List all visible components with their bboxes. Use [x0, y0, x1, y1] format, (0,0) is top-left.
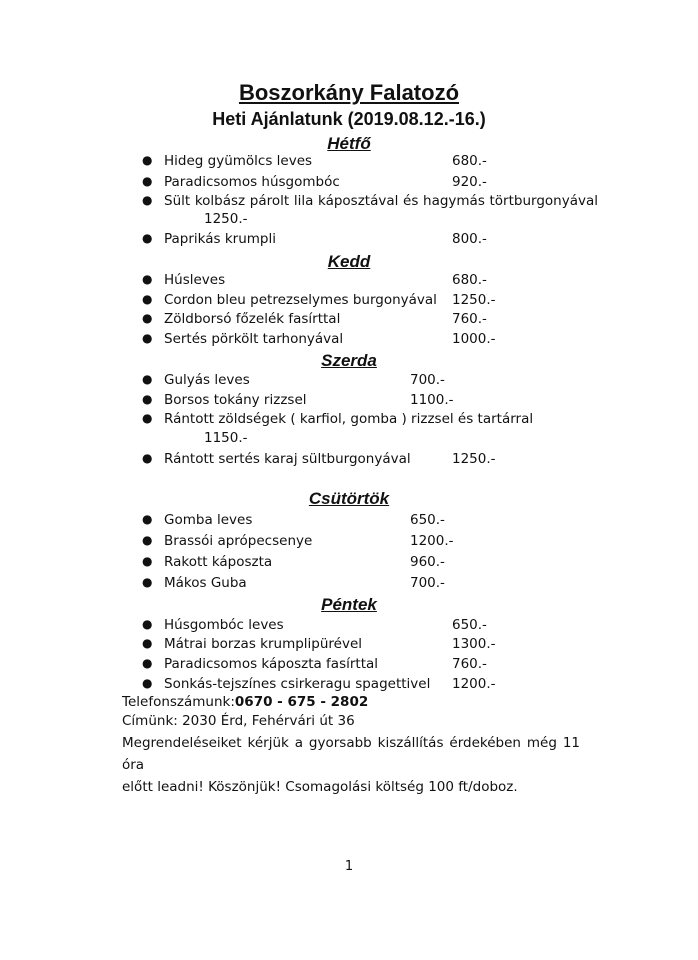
bullet-icon: ●: [142, 636, 153, 650]
menu-item-name: Brassói aprópecsenye: [164, 533, 313, 549]
menu-item: [0, 153, 698, 173]
bullet-icon: ●: [142, 676, 153, 690]
bullet-icon: ●: [142, 451, 153, 465]
menu-item: [0, 193, 698, 213]
menu-item-name: Borsos tokány rizzsel: [164, 392, 307, 408]
menu-item: [0, 411, 698, 431]
menu-item-name: Mákos Guba: [164, 575, 247, 591]
menu-item-price: 760.-: [452, 311, 487, 327]
menu-item-name: Sertés pörkölt tarhonyával: [164, 331, 344, 347]
menu-item-name: Paprikás krumpli: [164, 231, 277, 247]
day-heading-thursday: Csütörtök: [308, 489, 390, 508]
bullet-icon: ●: [142, 331, 153, 345]
menu-item-name: Paradicsomos húsgombóc: [164, 174, 340, 190]
menu-item: [0, 372, 698, 392]
bullet-icon: ●: [142, 231, 153, 245]
menu-item: [0, 676, 698, 696]
day-heading-monday: Hétfő: [327, 134, 371, 153]
menu-item: [0, 656, 698, 676]
menu-item-price: 760.-: [452, 656, 487, 672]
menu-item-price: 1100.-: [410, 392, 454, 408]
menu-item-name: Zöldborsó főzelék fasírttal: [164, 311, 341, 327]
phone-line: [122, 694, 368, 710]
order-note-line: Megrendeléseiket kérjük a gyorsabb kiszállítás érdekében még 11 óra: [122, 735, 580, 773]
order-note-line: előtt leadni! Köszönjük! Csomagolási költség 100 ft/doboz.: [122, 779, 518, 795]
menu-item-name: Húsgombóc leves: [164, 617, 284, 633]
phone-number: 0670 - 675 - 2802: [234, 694, 369, 710]
menu-item-price: 800.-: [452, 231, 487, 247]
menu-item-price: 1300.-: [452, 636, 496, 652]
menu-item: [0, 575, 698, 595]
menu-item: [0, 231, 698, 251]
bullet-icon: ●: [142, 617, 153, 631]
menu-item-price: 680.-: [452, 153, 487, 169]
menu-item-price: 1150.-: [204, 430, 248, 446]
bullet-icon: ●: [142, 392, 153, 406]
menu-item-name: Mátrai borzas krumplipürével: [164, 636, 363, 652]
day-heading-tuesday: Kedd: [327, 252, 371, 271]
menu-item: [0, 533, 698, 553]
day-heading-wednesday: Szerda: [321, 351, 377, 370]
phone-label: Telefonszámunk:: [122, 694, 235, 710]
menu-item: [0, 331, 698, 351]
bullet-icon: ●: [142, 372, 153, 386]
menu-item: [0, 292, 698, 312]
menu-item: [0, 311, 698, 331]
bullet-icon: ●: [142, 575, 153, 589]
menu-item: [0, 554, 698, 574]
menu-item-name: Rántott sertés karaj sültburgonyával: [164, 451, 411, 467]
menu-item-price: 1250.-: [452, 292, 496, 308]
menu-item: [0, 392, 698, 412]
menu-item: [0, 272, 698, 292]
menu-item-price: 1200.-: [452, 676, 496, 692]
menu-item: [0, 617, 698, 637]
bullet-icon: ●: [142, 193, 153, 207]
menu-item-price: 1250.-: [452, 451, 496, 467]
bullet-icon: ●: [142, 174, 153, 188]
bullet-icon: ●: [142, 411, 153, 425]
menu-item-price: 700.-: [410, 372, 445, 388]
menu-item: [0, 451, 698, 471]
bullet-icon: ●: [142, 153, 153, 167]
menu-item-name: Rántott zöldségek ( karfiol, gomba ) rizzsel és tartárral: [164, 411, 534, 427]
menu-item: [0, 174, 698, 194]
bullet-icon: ●: [142, 554, 153, 568]
menu-item-price: 1000.-: [452, 331, 496, 347]
menu-item-price: 920.-: [452, 174, 487, 190]
page-number: 1: [344, 859, 354, 874]
menu-item-name: Gomba leves: [164, 512, 253, 528]
menu-item-name: Sült kolbász párolt lila káposztával és hagymás törtburgonyával: [164, 193, 598, 209]
menu-item-name: Hideg gyümölcs leves: [164, 153, 313, 169]
menu-item-price: 680.-: [452, 272, 487, 288]
weekly-offer-subtitle: Heti Ajánlatunk (2019.08.12.-16.): [212, 109, 486, 129]
order-note: [122, 732, 580, 798]
bullet-icon: ●: [142, 311, 153, 325]
menu-item: [0, 512, 698, 532]
menu-item-price: 1250.-: [204, 211, 248, 227]
menu-item-price: 960.-: [410, 554, 445, 570]
menu-item-name: Rakott káposzta: [164, 554, 273, 570]
bullet-icon: ●: [142, 656, 153, 670]
menu-item-name: Paradicsomos káposzta fasírttal: [164, 656, 379, 672]
menu-item-name: Sonkás-tejszínes csirkeragu spagettivel: [164, 676, 431, 692]
bullet-icon: ●: [142, 533, 153, 547]
bullet-icon: ●: [142, 272, 153, 286]
menu-item-name: Cordon bleu petrezselymes burgonyával: [164, 292, 437, 308]
menu-item-price: 1200.-: [410, 533, 454, 549]
menu-item-name: Gulyás leves: [164, 372, 250, 388]
menu-item: [0, 636, 698, 656]
address-line: Címünk: 2030 Érd, Fehérvári út 36: [122, 713, 355, 729]
menu-item-price: 650.-: [410, 512, 445, 528]
bullet-icon: ●: [142, 292, 153, 306]
bullet-icon: ●: [142, 512, 153, 526]
menu-item-name: Húsleves: [164, 272, 226, 288]
menu-item-price: 700.-: [410, 575, 445, 591]
day-heading-friday: Péntek: [321, 595, 377, 614]
restaurant-title: Boszorkány Falatozó: [238, 80, 460, 105]
menu-item-price: 650.-: [452, 617, 487, 633]
